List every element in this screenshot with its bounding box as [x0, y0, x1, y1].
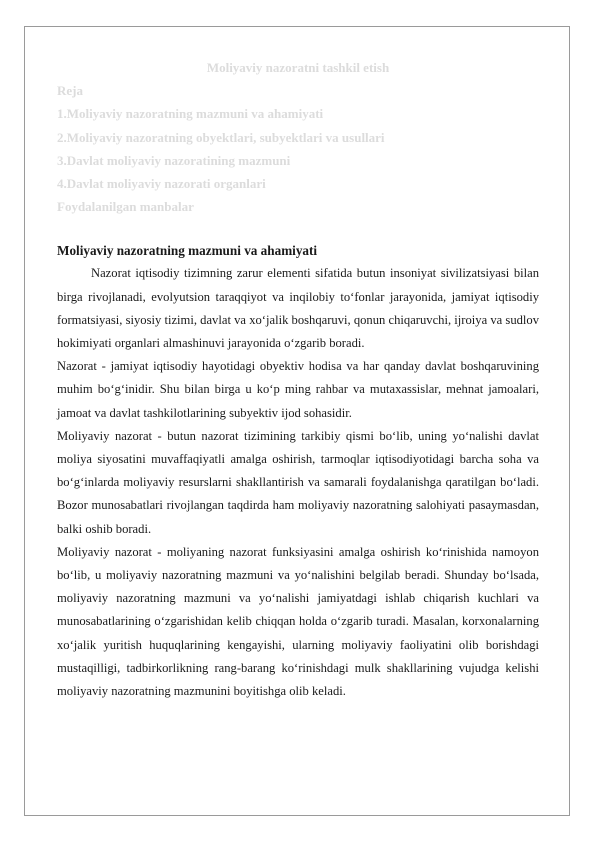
toc-item-2: 2.Moliyaviy nazoratning obyektlari, subyektlari va usullari	[57, 129, 385, 145]
paragraph-3: Moliyaviy nazorat - butun nazorat tizimining tarkibiy qismi bo‘lib, uning yo‘nalishi davlat moliya siyosatini muvaffaqiyatli amalga oshirish, tarmoqlar iqtisodiyotidagi barcha soha va bo‘g‘inlarda moliyaviy resurslarni shakllantirish va samarali foydalanishga qaratilgan bo‘ladi. Bozor munosabatlari rivojlangan taqdirda ham moliyaviy nazoratning salohiyati pasaymasdan, balki oshib boradi.	[57, 428, 539, 536]
toc-reja: Reja	[57, 83, 83, 99]
paragraph-2: Nazorat - jamiyat iqtisodiy hayotidagi obyektiv hodisa va har qanday davlat boshqaruvining muhim bo‘g‘inidir. Shu bilan birga u ko‘p ming rahbar va mutaxassislar, mehnat jamoalari, jamoat va davlat tashkilotlarining subyektiv ijod sohasidir.	[57, 359, 539, 420]
document-body	[57, 56, 539, 703]
toc-item-3: 3.Davlat moliyaviy nazoratining mazmuni	[57, 152, 291, 168]
section-heading: Moliyaviy nazoratning mazmuni va ahamiyati	[57, 243, 318, 259]
paragraph-1: Nazorat iqtisodiy tizimning zarur elementi sifatida butun insoniyat sivilizatsiyasi bilan birga rivojlanadi, evolyutsion taraqqiyot va inqilobiy to‘fonlar jarayonida, jamiyat iqtisodiy formatsiyasi, siyosiy tizimi, davlat va xo‘jalik boshqaruvi, qonun chiqaruvchi, ijroiya va sudlov hokimiyati organlari almashinuvi jarayonida o‘zgarib boradi.	[57, 266, 539, 351]
toc-item-4: 4.Davlat moliyaviy nazorati organlari	[57, 176, 266, 192]
toc-item-1: 1.Moliyaviy nazoratning mazmuni va ahamiyati	[57, 106, 324, 122]
toc-item-sources: Foydalanilgan manbalar	[57, 199, 194, 215]
toc-title: Moliyaviy nazoratni tashkil etish	[206, 60, 390, 75]
table-of-contents	[57, 56, 539, 218]
paragraph-4: Moliyaviy nazorat - moliyaning nazorat funksiyasini amalga oshirish ko‘rinishida namoyon bo‘lib, u moliyaviy nazoratning mazmuni va yo‘nalishini belgilab beradi. Shunday bo‘lsada, moliyaviy nazoratning mazmuni va yo‘nalishi jamiyatdagi ishlab chiqarish kuchlari va munosabatlarining o‘zgarishidan kelib chiqqan holda o‘zgarib turadi. Masalan, korxonalarning xo‘jalik yuritish huquqlarining kengayishi, ularning moliyaviy faoliyatini olib borishdagi mustaqilligi, tadbirkorlikning rang-barang ko‘rinishdagi mulk shakllarining vujudga kelishi moliyaviy nazoratning mazmunini boyitishga olib keladi.	[57, 544, 539, 699]
